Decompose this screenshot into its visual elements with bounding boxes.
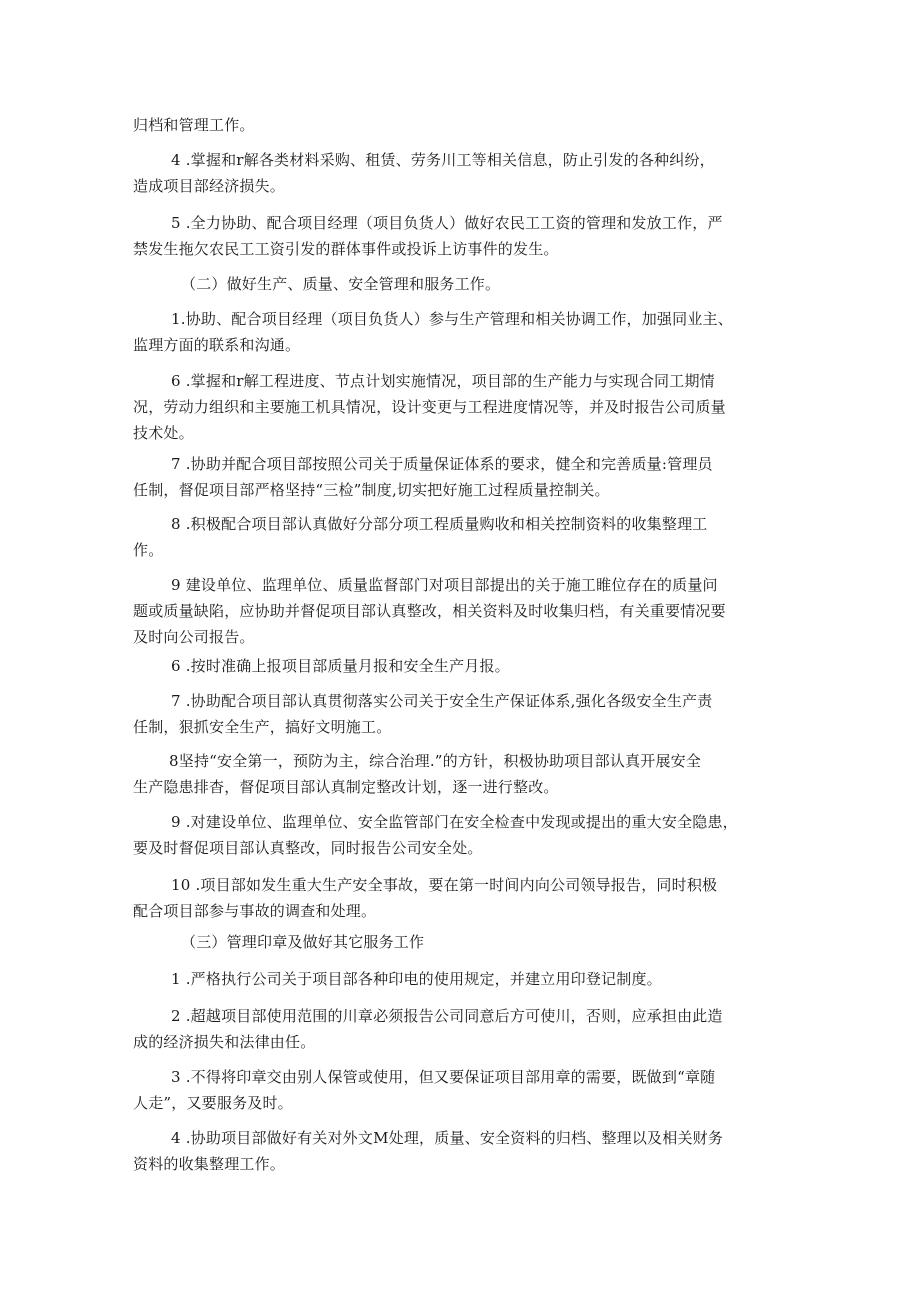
paragraph-line: 成的经济损失和法律由任。	[133, 1033, 316, 1051]
paragraph-1	[133, 112, 793, 138]
paragraph-line: 9 建设单位、监理单位、质量监督部门对项目部提出的关于施工睢位存在的质量问	[171, 576, 718, 594]
paragraph-line: 5 .全力协助、配合项目经理（项目负货人）做好农民工工资的管理和发放工作，严	[171, 214, 723, 232]
paragraph-line: 要及时督促项目部认真整改，同时报告公司安全处。	[133, 839, 483, 857]
paragraph-line: 人走”，又要服务及时。	[133, 1094, 293, 1112]
paragraph-line: 配合项目部参与事故的调查和处理。	[133, 902, 377, 920]
paragraph-line: 7 .协助并配合项目部按照公司关于质量保证体系的要求，健全和完善质量:管理员	[171, 455, 713, 473]
paragraph-line: 2 .超越项目部使用范围的川章必须报告公司同意后方可使川，否则，应承担由此造	[171, 1007, 723, 1025]
paragraph-6	[133, 368, 793, 446]
paragraph-line: 生产隐患排杳，督促项目部认真制定整改计划，逐一进行整改。	[133, 778, 559, 796]
paragraph-17	[133, 1003, 793, 1055]
paragraph-3	[133, 210, 793, 262]
paragraph-line: 7 .协助配合项目部认真贯彻落实公司关于安全生产保证体系,强化各级安全生产责	[171, 692, 713, 710]
paragraph-line: 资料的收集整理工作。	[133, 1155, 286, 1173]
paragraph-line: 6 .掌握和r解工程进度、节点计划实施情况，项目部的生产能力与实现合同工期情	[171, 372, 715, 390]
paragraph-line: 10 .项目部如发生重大生产安全事故，要在第一时间内向公司领导报告，同时积极	[171, 876, 718, 894]
paragraph-line: 任制，狠抓安全生产，搞好文明施工。	[133, 718, 392, 736]
paragraph-line: 技术处。	[133, 424, 194, 442]
paragraph-16	[133, 966, 793, 992]
paragraph-13	[133, 809, 793, 861]
paragraph-11	[133, 688, 793, 740]
paragraph-line: 况，劳动力组织和主要施工机具情况，设计变更与工程进度情况等，并及时报告公司质量	[133, 398, 726, 416]
paragraph-line: （二）做好生产、质量、安全管理和服务工作。	[181, 275, 501, 293]
paragraph-line: 作。	[133, 541, 164, 559]
paragraph-line: （三）管理印章及做好其它服务工作	[181, 933, 425, 951]
paragraph-line: 4 .协助项目部做好有关对外文M处理，质量、安全资料的归档、整理以及相关财务	[171, 1129, 724, 1147]
paragraph-19	[133, 1125, 793, 1177]
paragraph-line: 监理方面的联系和沟通。	[133, 336, 301, 354]
paragraph-18	[133, 1064, 793, 1116]
paragraph-line: 3 .不得将印章交由别人保管或使用，但又要保证项目部用章的需要，既做到“章随	[171, 1068, 716, 1086]
paragraph-10	[133, 653, 793, 679]
paragraph-14	[133, 872, 793, 924]
paragraph-2	[133, 147, 793, 199]
paragraph-line: 9 .对建设单位、监理单位、安全监管部门在安全检查中发现或提出的重大安全隐患，	[171, 813, 738, 831]
paragraph-line: 造成项目部经济损失。	[133, 177, 286, 195]
paragraph-line: 及时向公司报告。	[133, 628, 255, 646]
paragraph-9	[133, 572, 793, 650]
paragraph-line: 任制，督促项目部严格坚持“三检”制度,切实把好施工过程质量控制关。	[133, 481, 610, 499]
paragraph-line: 1 .严格执行公司关于项目部各种印电的使用规定，并建立用印登记制度。	[171, 970, 662, 988]
paragraph-8	[133, 511, 793, 563]
paragraph-line: 1.协助、配合项目经理（项目负货人）参与生产管理和相关协调工作，加强同业主、	[171, 310, 733, 328]
paragraph-7	[133, 451, 793, 503]
paragraph-line: 题或质量缺陷，应协助并督促项目部认真整改，相关资料及时收集归档，有关重要情况要	[133, 602, 726, 620]
paragraph-line: 4 .掌握和r解各类材料采购、租赁、劳务川工等相关信息，防止引发的各种纠纷，	[171, 151, 715, 169]
paragraph-5	[133, 306, 793, 358]
section-heading-2	[133, 271, 793, 297]
paragraph-12	[133, 748, 793, 800]
paragraph-line: 禁发生拖欠农民工工资引发的群体事件或投诉上访事件的发生。	[133, 240, 559, 258]
paragraph-line: 8坚持“安全第一，预防为主，综合治理.”的方针，积极协助项目部认真开展安全	[169, 752, 702, 770]
paragraph-line: 8 .积极配合项目部认真做好分部分项工程质量购收和相关控制资料的收集整理工	[171, 515, 708, 533]
section-heading-3	[133, 929, 793, 955]
paragraph-line: 6 .按时准确上报项目部质量月报和安全生产月报。	[171, 657, 510, 675]
paragraph-line: 归档和管理工作。	[133, 116, 255, 134]
